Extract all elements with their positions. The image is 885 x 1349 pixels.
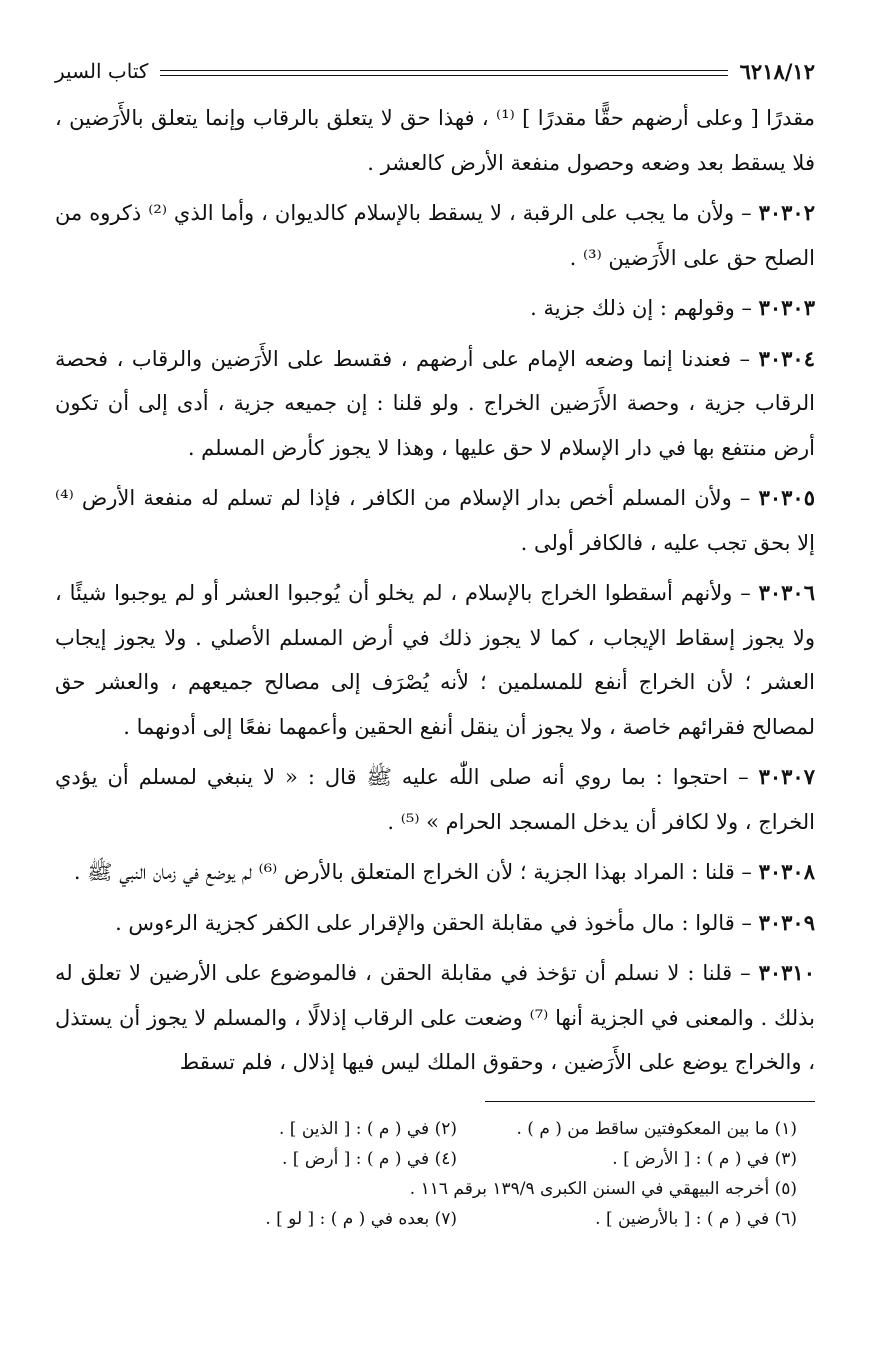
paragraph-number: ٣٠٣٠٢ <box>758 200 815 225</box>
paragraph <box>55 901 815 946</box>
paragraph-number: ٣٠٣٠٧ <box>758 764 815 789</box>
book-page <box>55 54 815 1234</box>
paragraph-text: – قالوا : مال مأخوذ في مقابلة الحقن والإقرار على الكفر كجزية الرءوس . <box>115 910 759 935</box>
book-title: كتاب السير <box>55 59 149 83</box>
paragraph <box>55 337 815 471</box>
paragraph-number: ٣٠٣٠٩ <box>758 909 815 935</box>
header-rule <box>160 70 727 76</box>
paragraph-text: – ولأن المسلم أخص بدار الإسلام من الكافر ، فإذا لم تسلم له منفعة الأرض ⁽⁴⁾ إلا بحق تجب عليه ، فالكافر أولى . <box>55 486 815 555</box>
footnote: (٢) في ( م ) : [ الذين ] . <box>278 1118 457 1139</box>
paragraph <box>55 951 815 1085</box>
paragraph-text: – احتجوا : بما روي أنه صلى اللّٰه عليه ﷺ قال : « لا ينبغي لمسلم أن يؤدي الخراج ، ولا لكافر أن يدخل المسجد الحرام » ⁽⁵⁾ . <box>55 765 815 834</box>
paragraph <box>55 755 815 844</box>
paragraph-text: – وقولهم : إن ذلك جزية . <box>530 296 759 320</box>
paragraph-text: مقدرًا [ وعلى أرضهم حقًّا مقدرًا ] ⁽¹⁾ ، فهذا حق لا يتعلق بالرقاب وإنما يتعلق بالأَرَضين ، فلا يسقط بعد وضعه وحصول منفعة الأرض كالعشر . <box>55 106 815 175</box>
footnote: (٧) بعده في ( م ) : [ لو ] . <box>265 1208 457 1229</box>
page-header <box>55 54 815 88</box>
paragraph-number: ٣٠٣٠٣ <box>758 295 815 320</box>
main-text <box>55 96 815 1085</box>
footnote: (٤) في ( م ) : [ أرض ] . <box>281 1148 457 1169</box>
footnote-row <box>55 1144 797 1174</box>
footnote: (٣) في ( م ) : [ الأرض ] . <box>612 1148 797 1169</box>
paragraph <box>55 286 815 331</box>
paragraph-text: – ولأن ما يجب على الرقبة ، لا يسقط بالإسلام كالديوان ، وأما الذي ⁽²⁾ ذكروه من الصلح حق على الأَرَضين ⁽³⁾ . <box>55 201 815 270</box>
paragraph-text: – قلنا : المراد بهذا الجزية ؛ لأن الخراج المتعلق بالأرض ⁽⁶⁾ لم يوضع في زمان النبي ﷺ . <box>73 860 759 884</box>
paragraph-text: – ولأنهم أسقطوا الخراج بالإسلام ، لم يخلو أن يُوجبوا العشر أو لم يوجبوا شيئًا ، ولا يجوز إسقاط الإيجاب ، كما لا يجوز ذلك في أرض المسلم الأصلي . ولا يجوز إيجاب العشر ؛ لأن الخراج أنفع للمسلمين ؛ لأنه يُصْرَف إلى مصالح جميعهم ، والعشر حق لمصالح فقرائهم خاصة ، ولا يجوز أن ينقل أنفع الحقين وأعمهما نفعًا إلى أدونهما . <box>55 581 815 739</box>
paragraph-text: – فعندنا إنما وضعه الإمام على أرضهم ، فقسط على الأَرَضين والرقاب ، فحصة الرقاب جزية ، وحصة الأَرَضين الخراج . ولو قلنا : إن جميعه جزية ، أدى إلى أن تكون أرض منتفع بها في دار الإسلام لا حق عليها ، وهذا لا يجوز كأرض المسلم . <box>55 346 815 460</box>
page-number: ٦٢١٨/١٢ <box>739 58 815 84</box>
footnote-row <box>55 1174 797 1204</box>
footnotes <box>55 1114 815 1234</box>
paragraph-text: – قلنا : لا نسلم أن تؤخذ في مقابلة الحقن ، فالموضوع على الأرضين لا تعلق له بذلك . والمعنى في الجزية أنها ⁽⁷⁾ وضعت على الرقاب إذلالًا ، والمسلم لا يجوز أن يستذل ، والخراج يوضع على الأَرَضين ، وحقوق الملك ليس فيها إذلال ، فلم تسقط <box>55 961 815 1074</box>
footnote: (١) ما بين المعكوفتين ساقط من ( م ) . <box>516 1118 797 1139</box>
paragraph-number: ٣٠٣٠٤ <box>758 345 815 371</box>
paragraph <box>55 191 815 280</box>
paragraph <box>55 850 815 895</box>
paragraph <box>55 571 815 749</box>
paragraph <box>55 96 815 185</box>
footnote: (٥) أخرجه البيهقي في السنن الكبرى ١٣٩/٩ برقم ١١٦ . <box>409 1178 797 1199</box>
footnote-row <box>55 1204 797 1234</box>
paragraph-number: ٣٠٣٠٦ <box>758 580 815 605</box>
footnote: (٦) في ( م ) : [ بالأرضين ] . <box>595 1208 797 1229</box>
paragraph-number: ٣٠٣٠٨ <box>758 859 815 884</box>
paragraph-number: ٣٠٣٠٥ <box>758 485 815 510</box>
footnote-separator <box>485 1101 815 1102</box>
footnote-row <box>55 1114 797 1144</box>
paragraph <box>55 476 815 565</box>
paragraph-number: ٣٠٣١٠ <box>758 960 815 985</box>
